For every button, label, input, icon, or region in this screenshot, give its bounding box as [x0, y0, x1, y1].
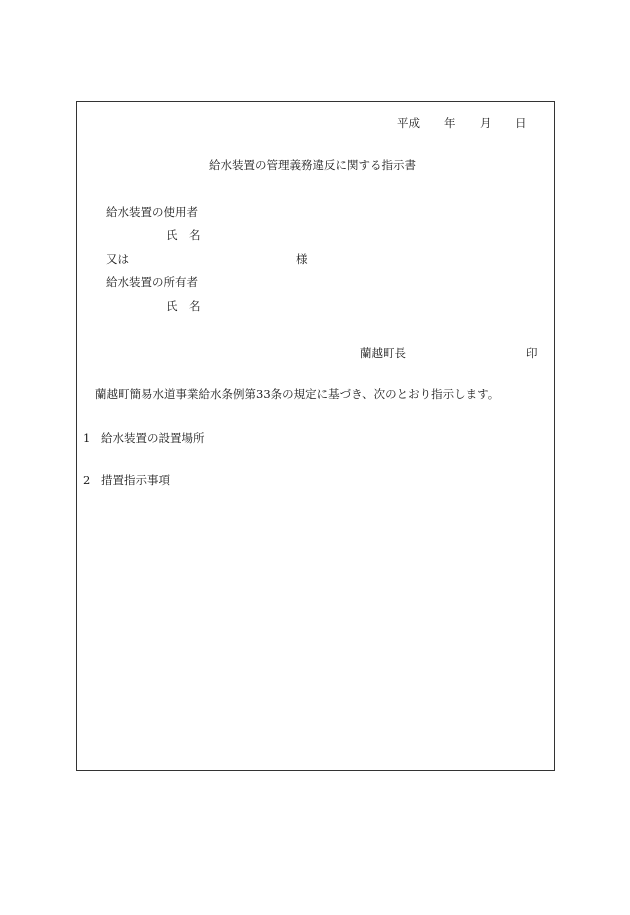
issuer-title: 蘭越町長 [360, 346, 406, 360]
document-title: 給水装置の管理義務違反に関する指示書 [209, 158, 416, 172]
owner-label: 給水装置の所有者 [106, 275, 198, 289]
user-label: 給水装置の使用者 [106, 205, 198, 219]
date-month: 月 [480, 116, 492, 130]
date-era: 平成 [397, 116, 420, 130]
or-label: 又は [106, 252, 129, 266]
date-year: 年 [444, 116, 456, 130]
name-label-owner: 氏 名 [166, 299, 201, 313]
name-label-user: 氏 名 [166, 228, 201, 242]
date-day: 日 [515, 116, 527, 130]
body-text: 蘭越町簡易水道事業給水条例第33条の規定に基づき、次のとおり指示します。 [95, 387, 500, 401]
item-label-installation-site: 給水装置の設置場所 [101, 431, 205, 445]
honorific: 様 [296, 252, 308, 266]
item-number-2: 2 [83, 473, 91, 487]
item-label-instructions: 措置指示事項 [101, 473, 170, 487]
item-number-1: 1 [83, 431, 91, 445]
seal-mark: 印 [526, 346, 538, 360]
